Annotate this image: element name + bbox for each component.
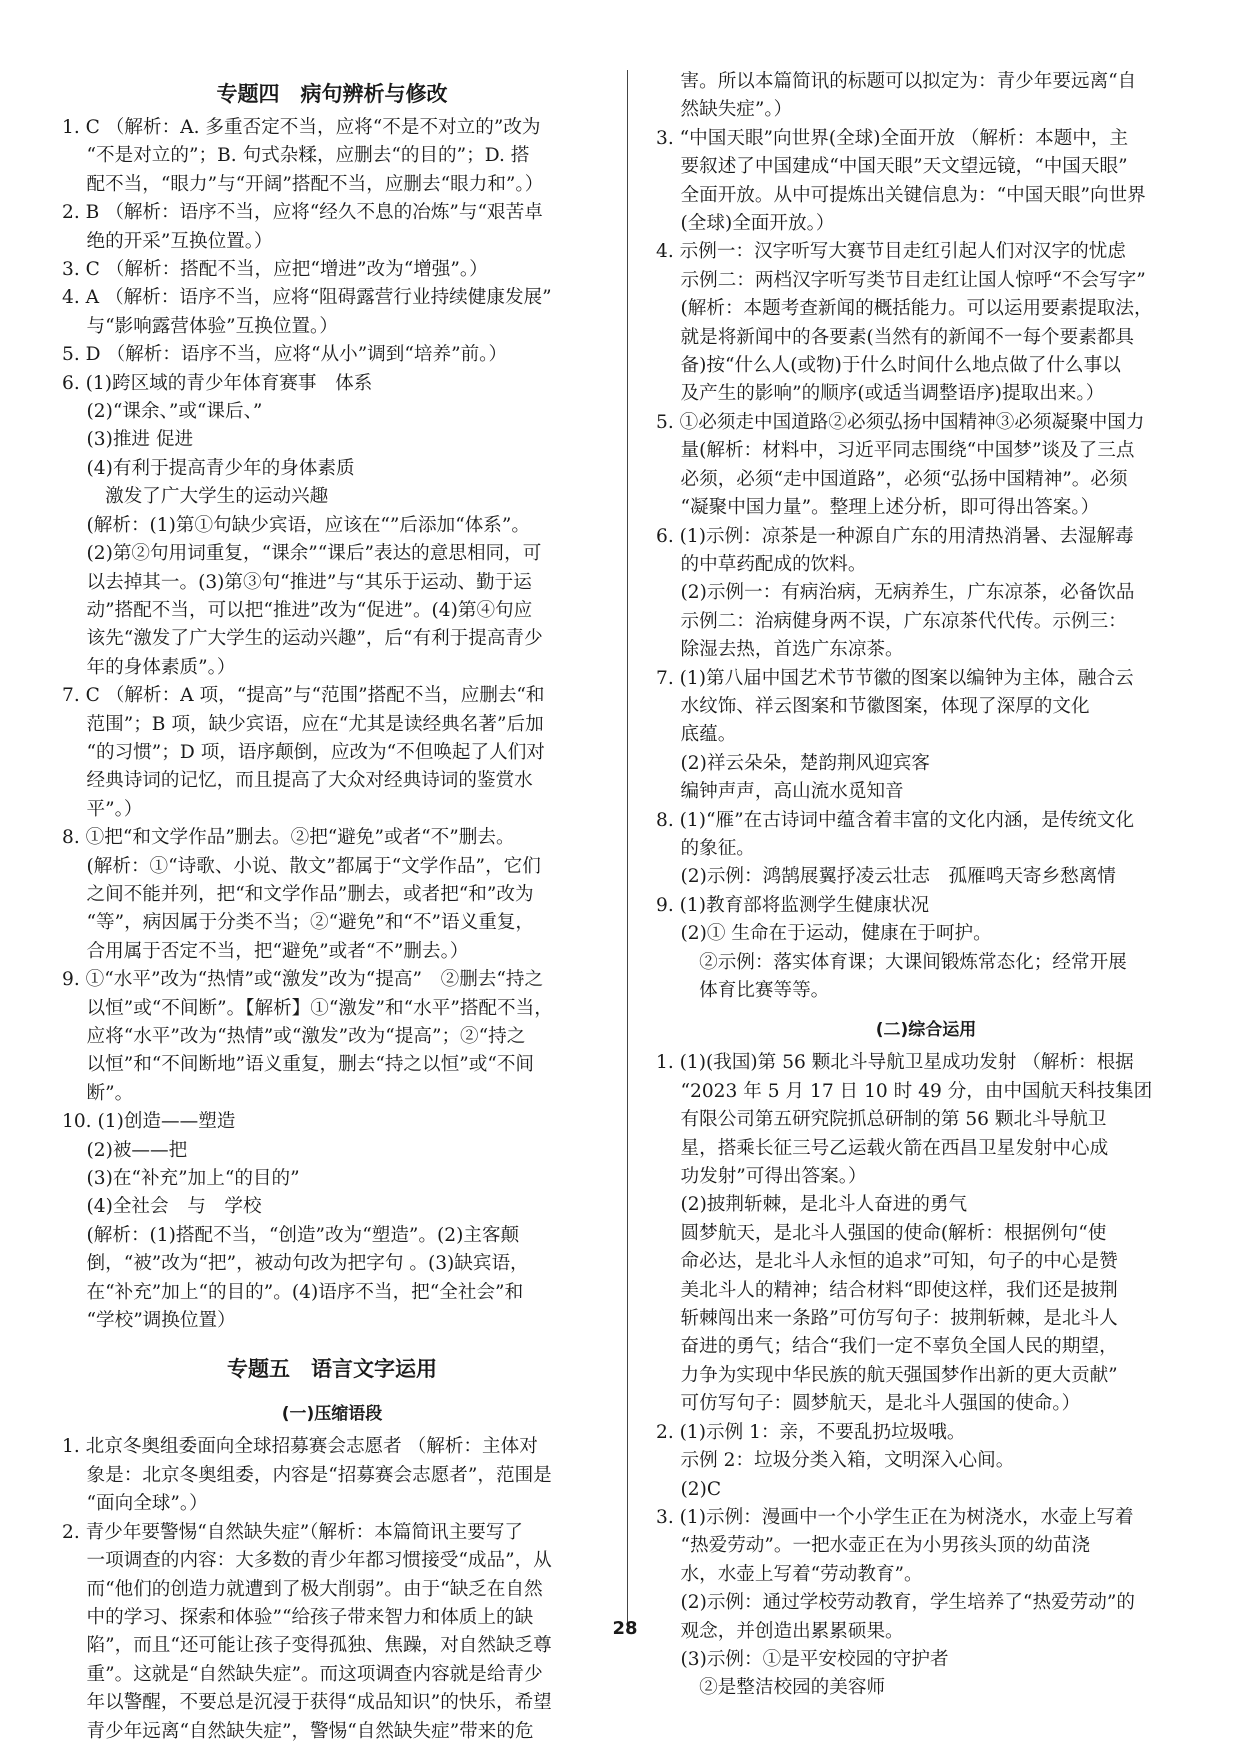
text-line: “面向全球”。） (62, 1493, 208, 1515)
text-line: 2. B （解析：语序不当，应将“经久不息的冶炼”与“艰苦卓 (62, 202, 543, 224)
text-line: 奋进的勇气；结合“我们一定不辜负全国人民的期望， (656, 1336, 1118, 1358)
text-line: 象是：北京冬奥组委，内容是“招募赛会志愿者”，范围是 (62, 1464, 552, 1486)
text-line: 底蕴。 (656, 724, 737, 746)
text-line: 水，水壶上写着“劳动教育”。 (656, 1563, 923, 1585)
text-line: ②是整洁校园的美容师 (656, 1677, 886, 1699)
text-line: 3. C （解析：搭配不当，应把“增进”改为“增强”。） (62, 259, 488, 281)
text-line: 2. 青少年要警惕“自然缺失症”（解析：本篇简讯主要写了 (62, 1521, 524, 1543)
subheading-compression: (一)压缩语段 (281, 1404, 383, 1425)
text-line: “的习惯”；D 项，语序颠倒，应改为“不但唤起了人们对 (62, 741, 545, 763)
text-line: 而“他们的创造力就遭到了极大削弱”。由于“缺乏在自然 (62, 1578, 543, 1600)
text-line: 要叙述了中国建成“中国天眼”天文望远镜，“中国天眼” (656, 156, 1128, 178)
text-line: 动”搭配不当，可以把“推进”改为“促进”。(4)第④句应 (62, 599, 533, 621)
text-line: (4)全社会 与 学校 (62, 1196, 262, 1218)
text-line: 然缺失症”。） (656, 99, 793, 121)
text-line: 9. ①“水平”改为“热情”或“激发”改为“提高” ②删去“持之 (62, 969, 544, 991)
text-line: (3)推进 促进 (62, 429, 194, 451)
text-line: “学校”调换位置） (62, 1310, 236, 1332)
text-line: 必须，必须“走中国道路”，必须“弘扬中国精神”。必须 (656, 468, 1128, 490)
text-line: “凝聚中国力量”。整理上述分析，即可得出答案。） (656, 497, 1100, 519)
text-line: 的象征。 (656, 837, 755, 859)
text-line: 绝的开采”互换位置。） (62, 230, 273, 252)
text-line: (全球)全面开放。） (656, 213, 835, 235)
text-line: 平”。） (62, 798, 143, 820)
text-line: 7. (1)第八届中国艺术节节徽的图案以编钟为主体，融合云 (656, 667, 1134, 689)
text-line: (2)祥云朵朵，楚韵荆风迎宾客 (656, 752, 930, 774)
text-line: 圆梦航天，是北斗人强国的使命(解析：根据例句“使 (656, 1222, 1107, 1244)
text-line: 力争为实现中华民族的航天强国梦作出新的更大贡献” (656, 1364, 1118, 1386)
text-line: 陷”，而且“还可能让孩子变得孤独、焦躁，对自然缺乏尊 (62, 1635, 552, 1657)
subheading-comprehensive: (二)综合运用 (875, 1020, 977, 1041)
text-line: 编钟声声，高山流水觅知音 (656, 781, 904, 803)
text-line: (2)① 生命在于运动，健康在于呵护。 (656, 923, 992, 945)
text-line: (3)示例：①是平安校园的守护者 (656, 1648, 949, 1670)
text-line: 应将“水平”改为“热情”或“激发”改为“提高”；②“持之 (62, 1026, 526, 1047)
text-line: 全面开放。从中可提炼出关键信息为：“中国天眼”向世界 (656, 184, 1146, 206)
text-line: 命必达，是北斗人永恒的追求”可知，句子的中心是赞 (656, 1251, 1118, 1273)
text-line: 1. 北京冬奥组委面向全球招募赛会志愿者 （解析：主体对 (62, 1436, 538, 1458)
text-line: 在“补充”加上“的目的”。(4)语序不当，把“全社会”和 (62, 1281, 524, 1303)
text-line: 美北斗人的精神；结合材料“即使这样，我们还是披荆 (656, 1279, 1118, 1301)
column-divider (627, 70, 628, 1630)
text-line: (解析：本题考查新闻的概括能力。可以运用要素提取法， (656, 298, 1153, 320)
text-line: 以恒”或“不间断”。【解析】①“激发”和“水平”搭配不当， (62, 997, 553, 1019)
text-line: (解析：①“诗歌、小说、散文”都属于“文学作品”，它们 (62, 855, 541, 877)
text-line: (2)示例：鸿鹄展翼抒凌云壮志 孤雁鸣天寄乡愁离情 (656, 866, 1116, 888)
text-line: (2)披荆斩棘，是北斗人奋进的勇气 (656, 1194, 968, 1216)
text-line: 配不当，“眼力”与“开阔”搭配不当，应删去“眼力和”。） (62, 173, 544, 195)
left-column (62, 68, 602, 1746)
text-line: 星，搭乘长征三号乙运载火箭在西昌卫星发射中心成 (656, 1137, 1109, 1159)
text-line: “热爱劳动”。一把水壶正在为小男孩头顶的幼苗浇 (656, 1535, 1090, 1557)
text-line: 6. (1)示例：凉茶是一种源自广东的用清热消暑、去湿解毒 (656, 525, 1134, 547)
answers-topic4 (62, 114, 602, 1335)
text-line: “不是对立的”；B. 句式杂糅，应删去“的目的”；D. 搭 (62, 145, 530, 167)
text-line: 有限公司第五研究院抓总研制的第 56 颗北斗导航卫 (656, 1109, 1107, 1131)
section-heading-topic5: 专题五 语言文字运用 (227, 1357, 437, 1382)
text-line: 之间不能并列，把“和文学作品”删去，或者把“和”改为 (62, 883, 534, 905)
text-line: 量(解析：材料中，习近平同志围绕“中国梦”谈及了三点 (656, 440, 1135, 462)
text-line: 以去掉其一。(3)第③句“推进”与“其乐于运动、勤于运 (62, 571, 532, 593)
text-line: (2)“课余、”或“课后、” (62, 401, 263, 423)
text-line: 年以警醒，不要总是沉浸于获得“成品知识”的快乐，希望 (62, 1692, 552, 1714)
text-line: 体育比赛等等。 (656, 980, 830, 1001)
text-line: (2)被——把 (62, 1139, 188, 1161)
text-line: 就是将新闻中的各要素(当然有的新闻不一每个要素都具 (656, 326, 1135, 348)
text-line: 该先“激发了广大学生的运动兴趣”，后“有利于提高青少 (62, 628, 543, 650)
text-line: (解析：(1)搭配不当，“创造”改为“塑造”。(2)主客颠 (62, 1224, 520, 1246)
text-line: 观念，并创造出累累硕果。 (656, 1620, 904, 1642)
text-line: 6. (1)跨区域的青少年体育赛事 体系 (62, 372, 373, 394)
text-line: 中的学习、探索和体验”“给孩子带来智力和体质上的缺 (62, 1606, 534, 1628)
text-line: 除湿去热，首选广东凉茶。 (656, 639, 904, 661)
text-line: (2)第②句用词重复，“课余”“课后”表达的意思相同，可 (62, 543, 542, 565)
text-line: (4)有利于提高青少年的身体素质 (62, 457, 355, 479)
answers-compression (62, 1433, 602, 1745)
text-line: (3)在“补充”加上“的目的” (62, 1168, 300, 1190)
text-line: 4. 示例一：汉字听写大赛节目走红引起人们对汉字的忧虑 (656, 241, 1126, 263)
text-line: 10. (1)创造——塑造 (62, 1111, 236, 1133)
text-line: 2. (1)示例 1：亲，不要乱扔垃圾哦。 (656, 1421, 966, 1443)
text-line: 青少年远离“自然缺失症”，警惕“自然缺失症”带来的危 (62, 1720, 534, 1742)
text-line: “等”，病因属于分类不当；②“避免”和“不”语义重复， (62, 912, 535, 934)
text-line: (2)示例：通过学校劳动教育，学生培养了“热爱劳动”的 (656, 1592, 1135, 1614)
right-column (656, 68, 1196, 1703)
text-line: 示例二：治病健身两不误，广东凉茶代代传。示例三： (656, 610, 1127, 632)
text-line: 范围”；B 项，缺少宾语，应在“尤其是读经典名著”后加 (62, 713, 544, 735)
text-line: (解析：(1)第①句缺少宾语，应该在“”后添加“体系”。 (62, 514, 530, 536)
text-line: 9. (1)教育部将监测学生健康状况 (656, 894, 930, 916)
text-line: 1. C （解析：A. 多重否定不当，应将“不是不对立的”改为 (62, 117, 541, 138)
text-line: 断”。 (62, 1082, 134, 1104)
text-line: “2023 年 5 月 17 日 10 时 49 分，由中国航天科技集团 (656, 1080, 1153, 1102)
text-line: 示例二：两档汉字听写类节目走红让国人惊呼“不会写字” (656, 269, 1146, 291)
text-line: 4. A （解析：语序不当，应将“阻碍露营行业持续健康发展” (62, 287, 552, 309)
text-line: 3. (1)示例：漫画中一个小学生正在为树浇水，水壶上写着 (656, 1506, 1134, 1528)
text-line: 可仿写句子：圆梦航天，是北斗人强国的使命。） (656, 1393, 1081, 1415)
text-line: 的中草药配成的饮料。 (656, 553, 867, 575)
text-line: 及产生的影响”的顺序(或适当调整语序)提取出来。） (656, 383, 1105, 405)
text-line: 1. (1)(我国)第 56 颗北斗导航卫星成功发射 （解析：根据 (656, 1052, 1134, 1074)
text-line: 年的身体素质”。） (62, 656, 236, 678)
text-line: 与“影响露营体验”互换位置。） (62, 315, 338, 337)
section-heading-topic4: 专题四 病句辨析与修改 (216, 82, 448, 106)
page-number: 28 (612, 1618, 638, 1639)
text-line: 重”。这就是“自然缺失症”。而这项调查内容就是给青少 (62, 1663, 543, 1685)
text-line: 3. “中国天眼”向世界(全球)全面开放 （解析：本题中，主 (656, 127, 1129, 149)
text-line: 以恒”和“不间断地”语义重复，删去“持之以恒”或“不间 (62, 1054, 535, 1076)
text-line: 8. (1)“雁”在古诗词中蕴含着丰富的文化内涵，是传统文化 (656, 809, 1135, 831)
text-line: 一项调查的内容：大多数的青少年都习惯接受“成品”，从 (62, 1550, 552, 1572)
answers-compression-continued (656, 68, 1196, 1005)
text-line: 5. ①必须走中国道路②必须弘扬中国精神③必须凝聚中国力 (656, 411, 1145, 433)
text-line: ②示例：落实体育课；大课间锻炼常态化；经常开展 (656, 951, 1127, 973)
text-line: 7. C （解析：A 项，“提高”与“范围”搭配不当，应删去“和 (62, 685, 545, 707)
text-line: 功发射”可得出答案。） (656, 1166, 867, 1188)
text-line: (2)C (656, 1478, 722, 1500)
answers-comprehensive (656, 1049, 1196, 1702)
text-line: (2)示例一：有病治病，无病养生，广东凉茶，必备饮品 (656, 582, 1135, 604)
text-line: 倒，“被”改为“把”，被动句改为把字句 。(3)缺宾语， (62, 1253, 529, 1275)
text-line: 8. ①把“和文学作品”删去。②把“避免”或者“不”删去。 (62, 827, 515, 849)
text-line: 备)按“什么人(或物)于什么时间什么地点做了什么事以 (656, 355, 1121, 377)
text-line: 斩棘闯出来一条路”可仿写句子：披荆斩棘，是北斗人 (656, 1308, 1118, 1330)
text-line: 合用属于否定不当，把“避免”或者“不”删去。） (62, 940, 469, 962)
text-line: 示例 2：垃圾分类入箱，文明深入心间。 (656, 1450, 1015, 1472)
text-line: 5. D （解析：语序不当，应将“从小”调到“培养”前。） (62, 344, 508, 366)
text-line: 经典诗词的记忆，而且提高了大众对经典诗词的鉴赏水 (62, 770, 533, 792)
text-line: 害。所以本篇简讯的标题可以拟定为：青少年要远离“自 (656, 71, 1137, 92)
text-line: 激发了广大学生的运动兴趣 (62, 486, 329, 508)
text-line: 水纹饰、祥云图案和节徽图案，体现了深厚的文化 (656, 695, 1090, 717)
